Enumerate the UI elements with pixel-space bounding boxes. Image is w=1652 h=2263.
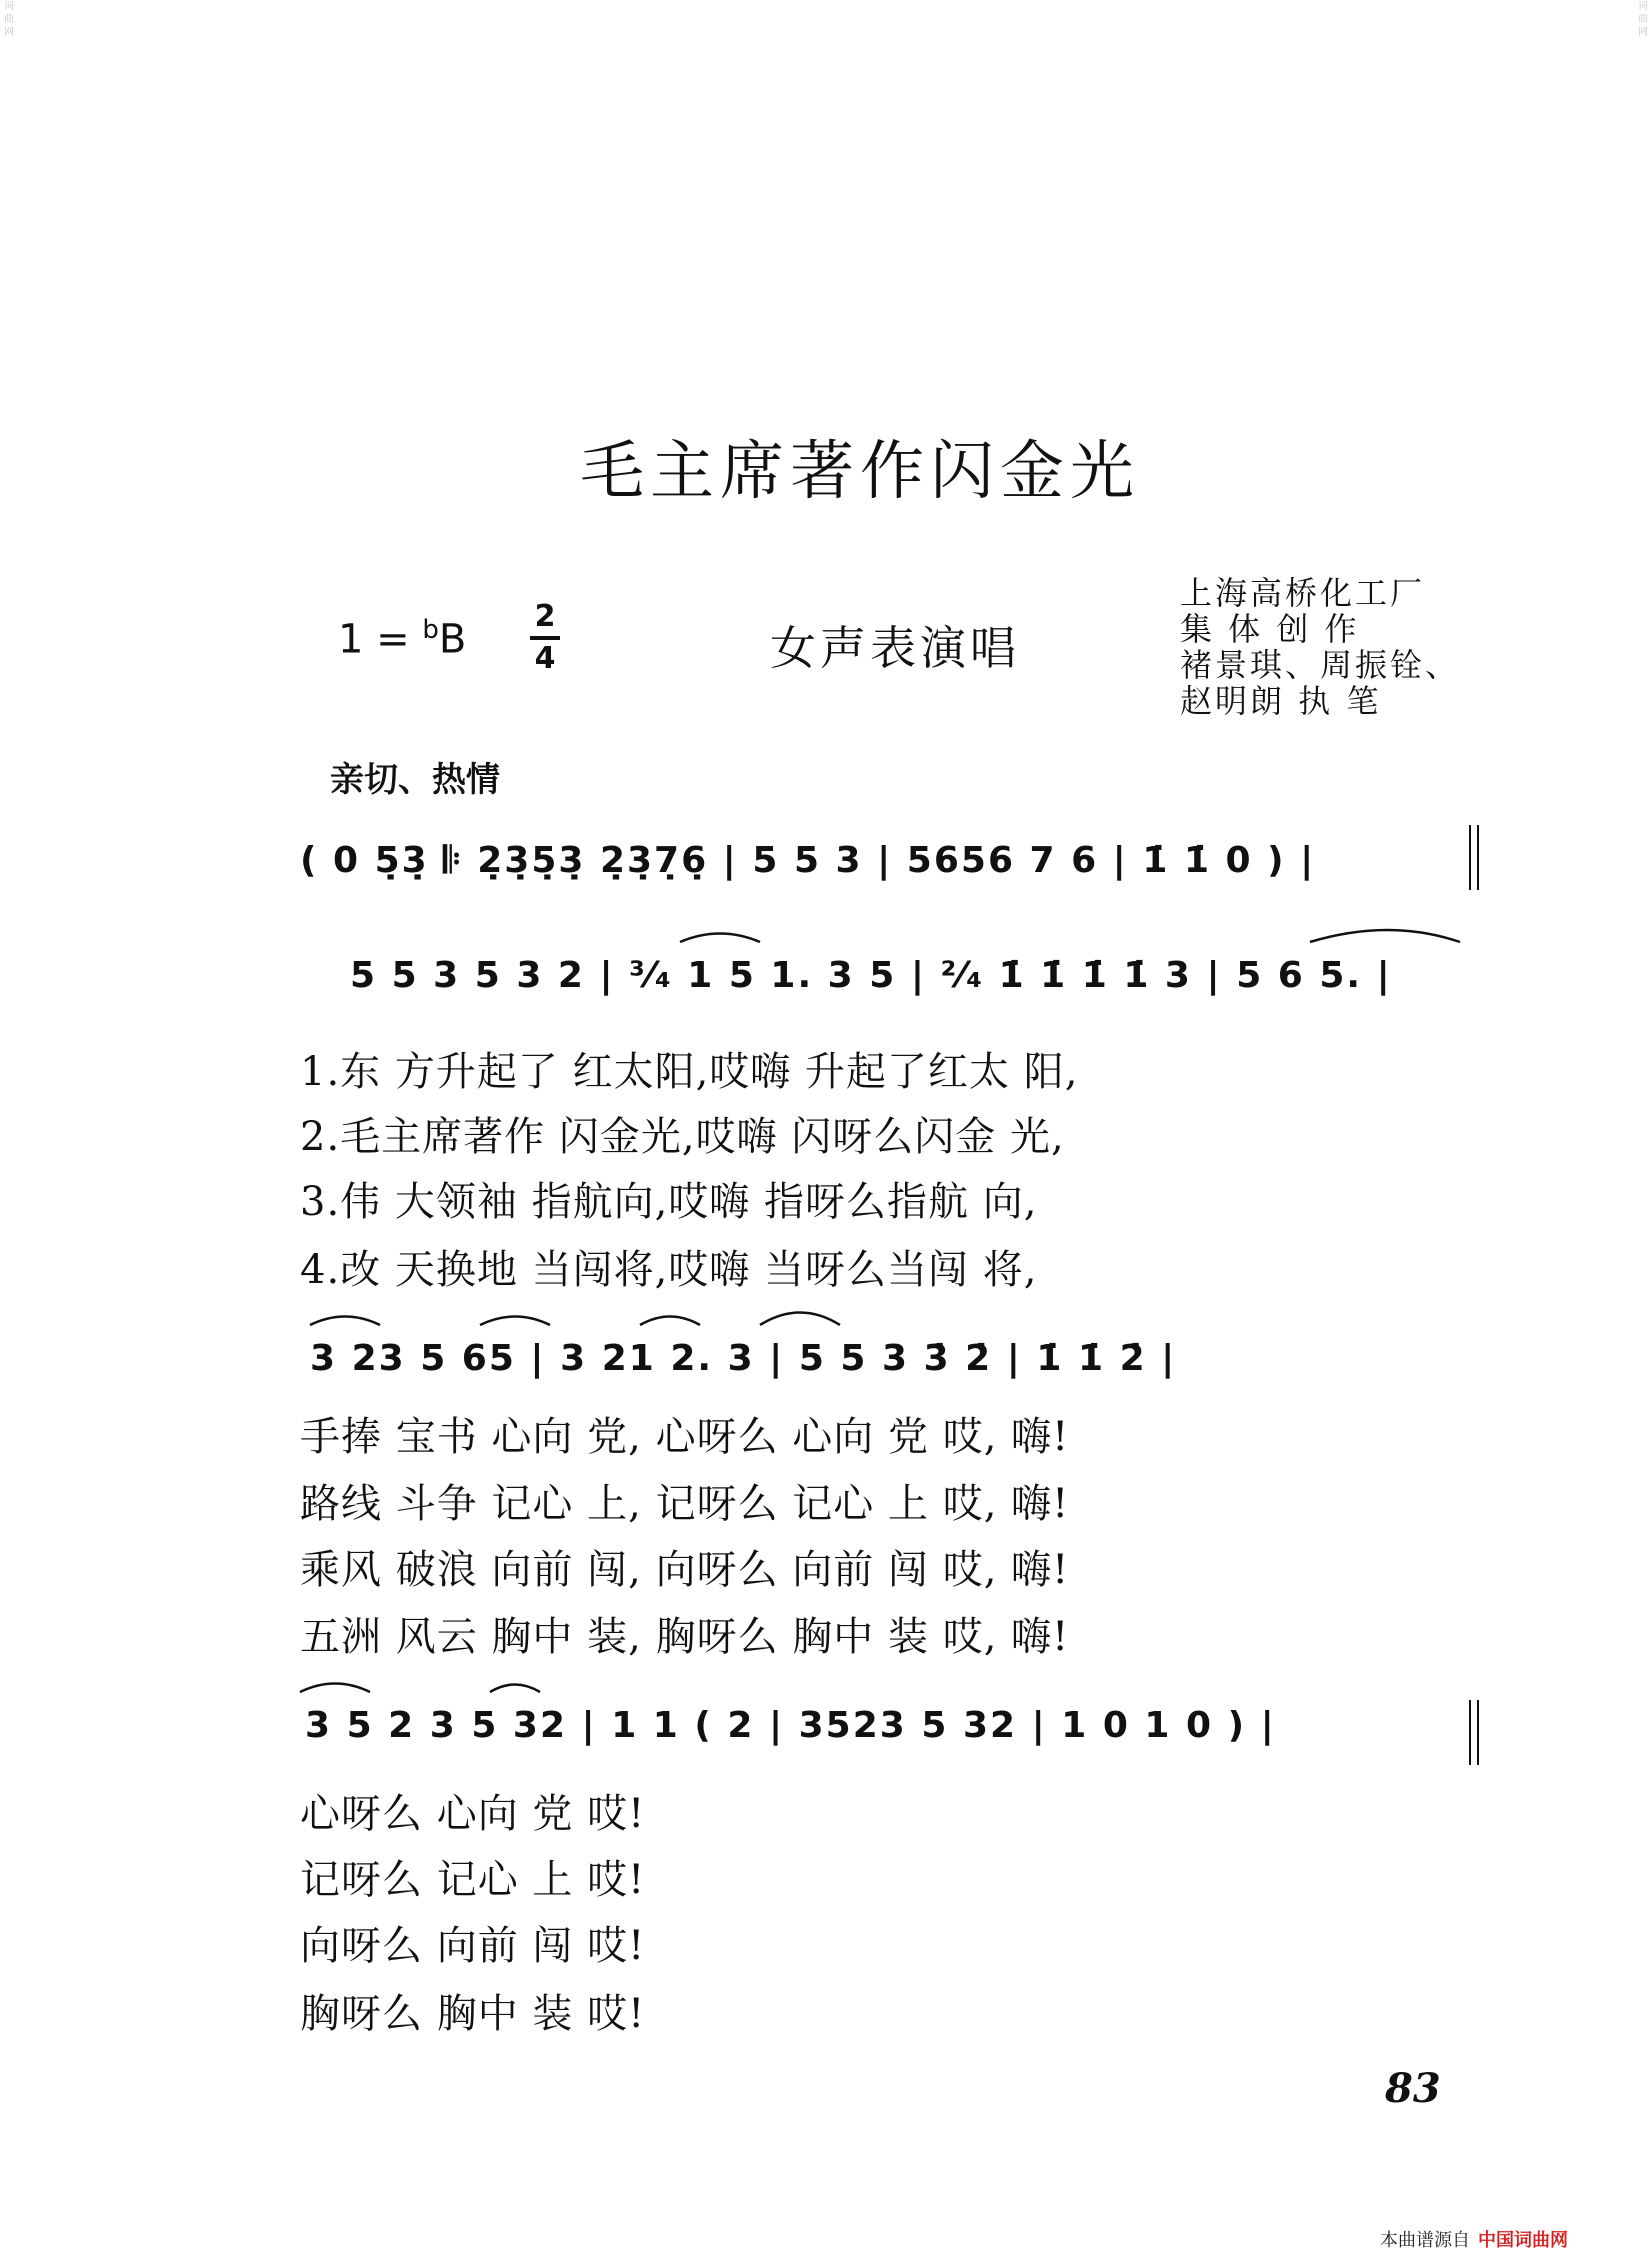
- performance-note: 女声表演唱: [770, 621, 1020, 675]
- slur-3: [310, 1317, 380, 1326]
- time-signature-top: 2: [534, 599, 556, 634]
- notation-system-2: 5 5 3 5 3 2 | ³⁄₄ 1 5 1. 3 5 | ²⁄₄ 1̇ 1̇ 1̇ 1̇ 3 | 5 6 5. |: [350, 955, 1392, 996]
- slur-2: [680, 934, 760, 943]
- slur-7: [300, 1684, 370, 1693]
- key-signature: 1 = $^b$B: [338, 615, 467, 663]
- ending-line-3: 向呀么 向前 闯 哎!: [300, 1923, 646, 1969]
- footer-source-text: 本曲谱源自: [1380, 2230, 1470, 2251]
- tempo-marking: 亲切、热情: [330, 760, 500, 800]
- credit-line-3: 褚景琪、周振铨、: [1180, 646, 1461, 684]
- refrain-line-1: 手捧 宝书 心向 党, 心呀么 心向 党 哎, 嗨!: [300, 1414, 1070, 1460]
- footer-site-name: 中国词曲网: [1478, 2230, 1568, 2251]
- refrain-line-2: 路线 斗争 记心 上, 记呀么 记心 上 哎, 嗨!: [300, 1481, 1070, 1527]
- verse-line-2: 2.毛主席著作 闪金光,哎嗨 闪呀么闪金 光,: [300, 1114, 1065, 1160]
- slur-8: [490, 1685, 540, 1693]
- slur-1: [1310, 930, 1460, 942]
- side-watermark-right: 词曲网: [1638, 1, 1648, 38]
- ending-line-1: 心呀么 心向 党 哎!: [300, 1791, 646, 1837]
- page-number: 83: [1385, 2065, 1441, 2112]
- verse-line-3: 3.伟 大领袖 指航向,哎嗨 指呀么指航 向,: [300, 1179, 1038, 1225]
- notation-system-1: ( 0 5̣3̣ 𝄆 2̣3̣5̣3̣ 2̣3̣7̣6̣ | 5 5 3 | 5656 7 6 | 1̇ 1̇ 0 ) |: [300, 840, 1316, 881]
- verse-line-4: 4.改 天换地 当闯将,哎嗨 当呀么当闯 将,: [300, 1247, 1038, 1293]
- credit-line-4: 赵明朗 执 笔: [1180, 682, 1382, 720]
- ending-line-2: 记呀么 记心 上 哎!: [300, 1857, 646, 1903]
- ending-line-4: 胸呀么 胸中 装 哎!: [300, 1991, 646, 2037]
- slur-6: [760, 1313, 840, 1326]
- song-title: 毛主席著作闪金光: [580, 435, 1140, 509]
- refrain-line-3: 乘风 破浪 向前 闯, 向呀么 向前 闯 哎, 嗨!: [300, 1547, 1070, 1593]
- slur-5: [640, 1317, 700, 1326]
- notation-system-3: 3 23 5 65 | 3 21 2. 3 | 5 5 3 3̇ 2̇ | 1̇ 1̇ 2̇ |: [310, 1338, 1177, 1379]
- time-signature-bottom: 4: [534, 641, 556, 676]
- notation-system-4: 3 5 2 3 5 32 | 1 1 ( 2 | 3523 5 32 | 1 0 1 0 ) |: [305, 1705, 1276, 1746]
- credit-line-1: 上海高桥化工厂: [1180, 574, 1426, 612]
- verse-line-1: 1.东 方升起了 红太阳,哎嗨 升起了红太 阳,: [300, 1049, 1079, 1095]
- refrain-line-4: 五洲 风云 胸中 装, 胸呀么 胸中 装 哎, 嗨!: [300, 1614, 1070, 1660]
- credit-line-2: 集 体 创 作: [1180, 610, 1360, 648]
- side-watermark-left: 词曲网: [4, 1, 14, 38]
- slur-4: [480, 1317, 550, 1326]
